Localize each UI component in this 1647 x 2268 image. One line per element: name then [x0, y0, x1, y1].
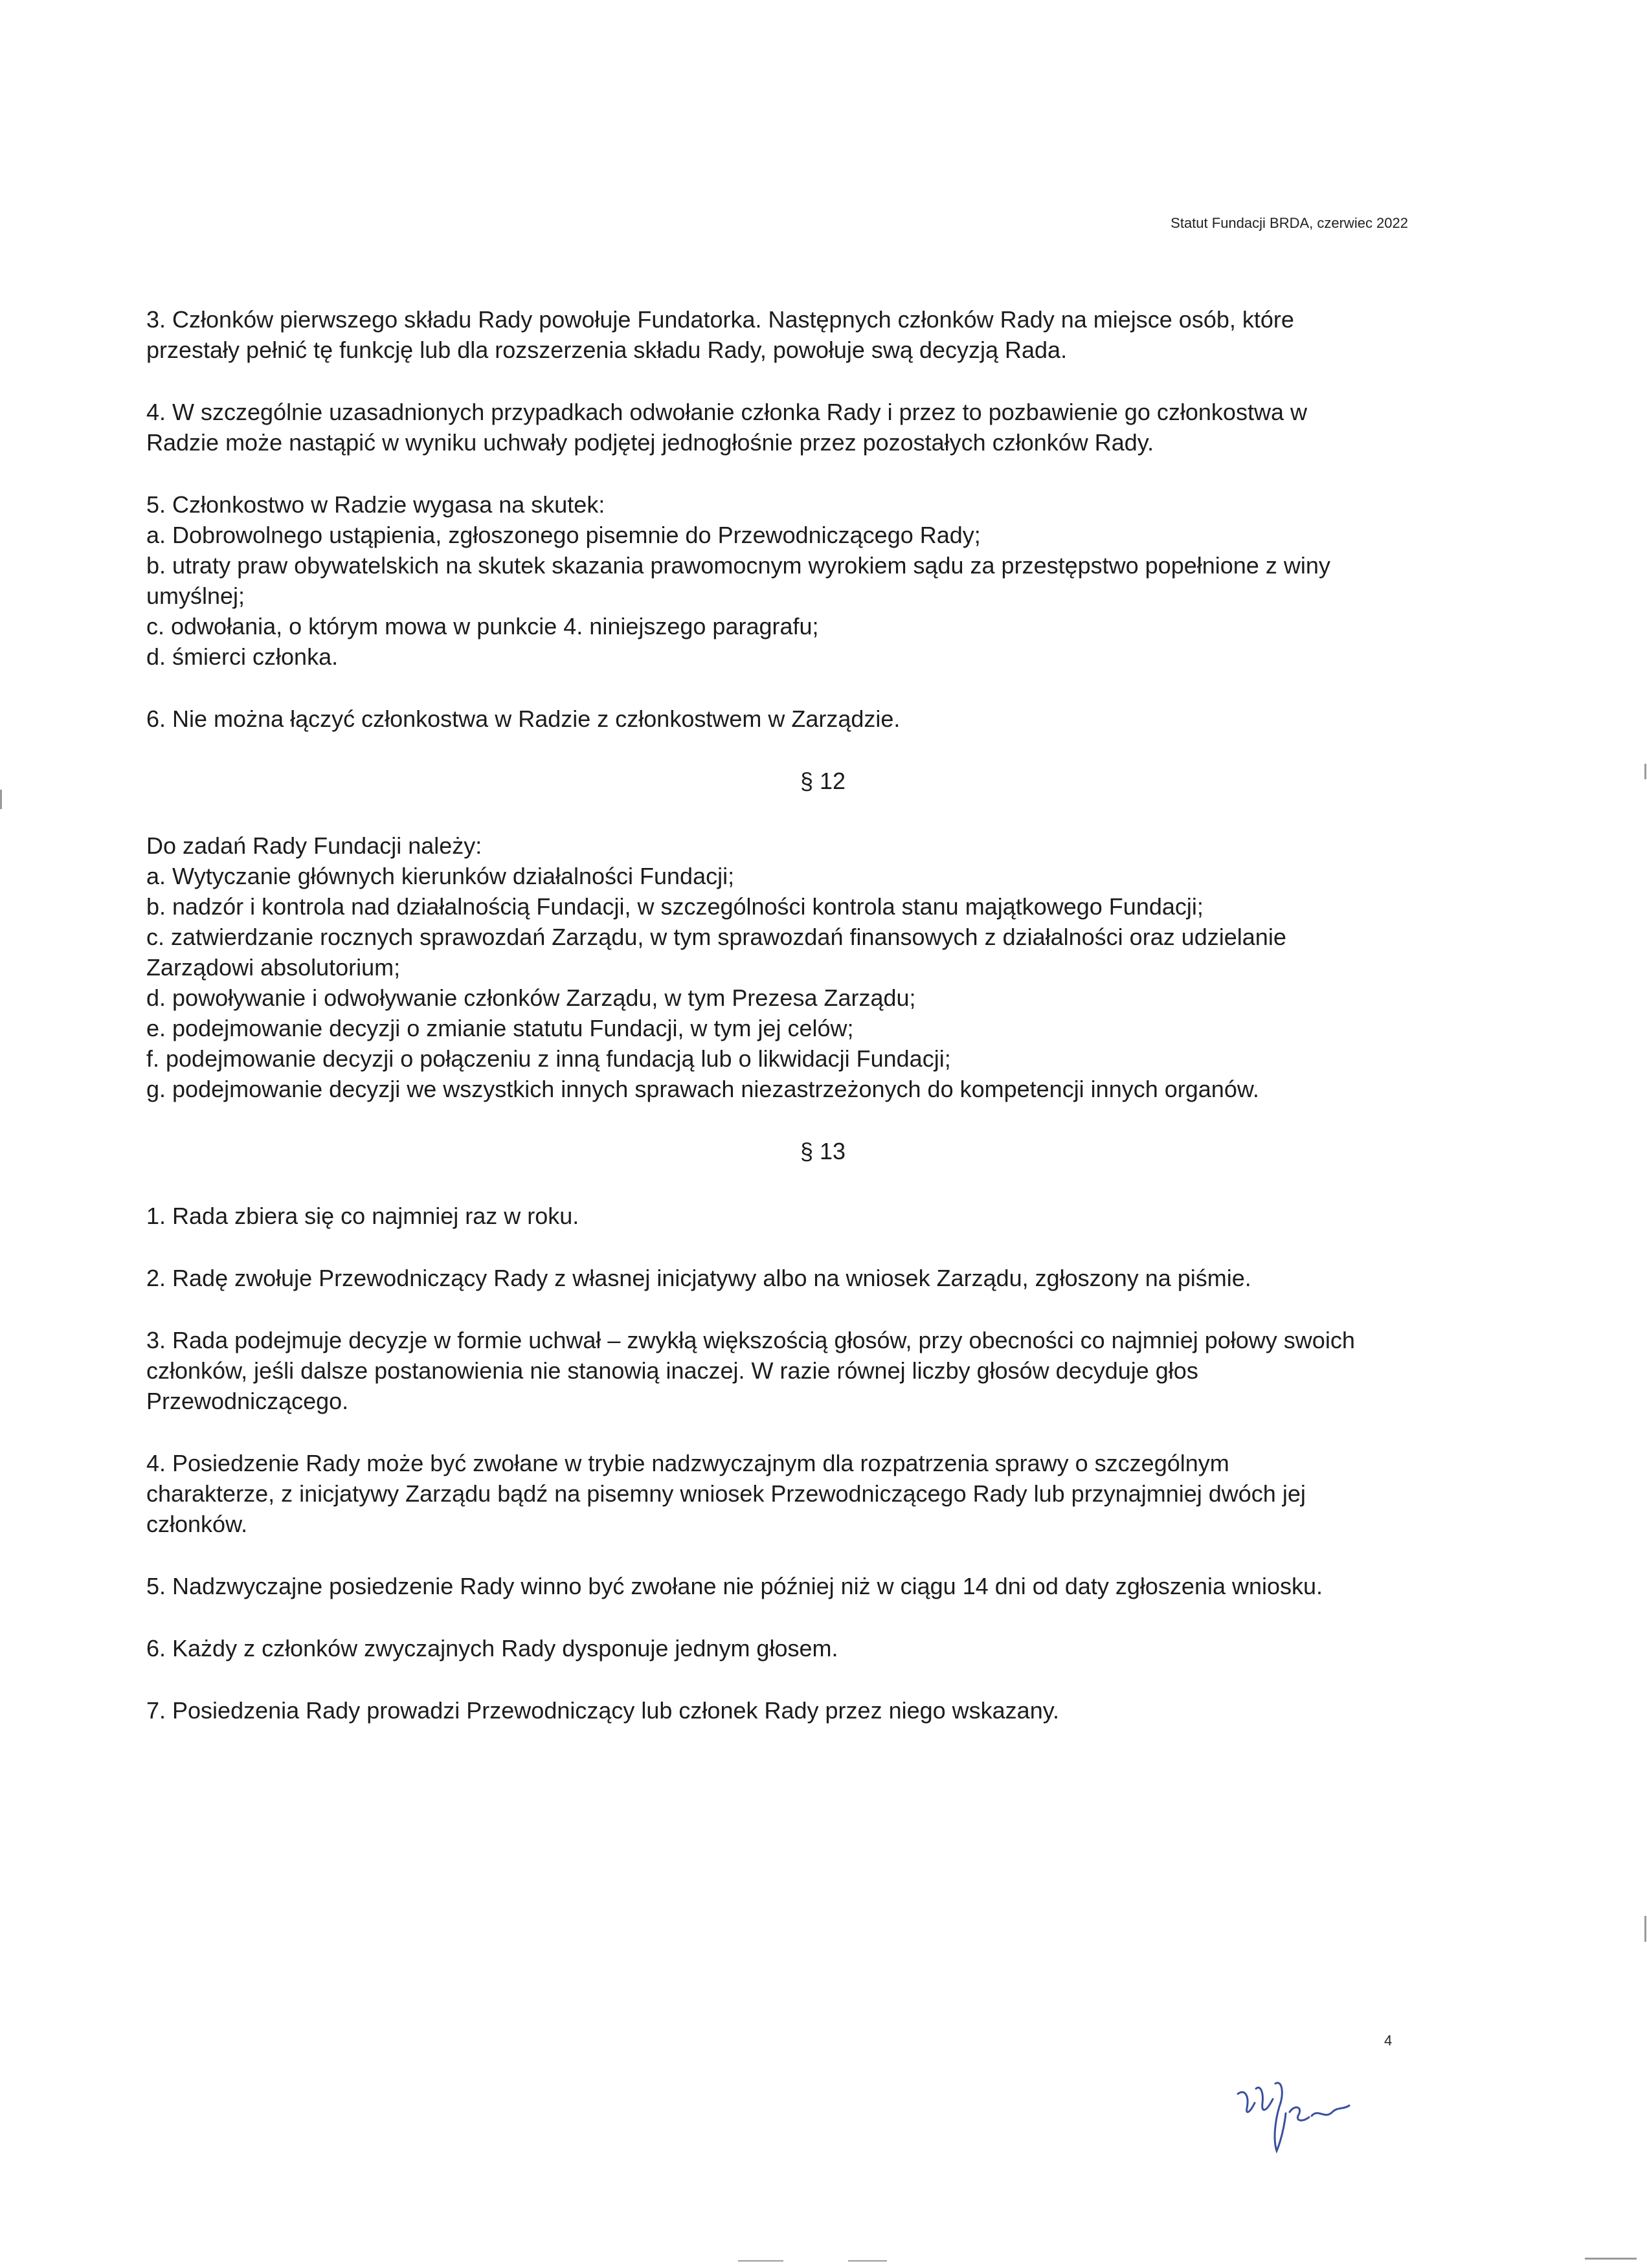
document-body	[146, 304, 1480, 1757]
text-line: Do zadań Rady Fundacji należy:	[146, 832, 482, 859]
text-line: 5. Nadzwyczajne posiedzenie Rady winno być zwołane nie później niż w ciągu 14 dni od daty zgłoszenia wniosku.	[146, 1573, 1323, 1599]
section-heading-13: § 13	[800, 1138, 846, 1164]
text-line: 7. Posiedzenia Rady prowadzi Przewodniczący lub członek Rady przez niego wskazany.	[146, 1697, 1060, 1724]
scan-edge-mark	[738, 2260, 783, 2262]
text-line: 4. W szczególnie uzasadnionych przypadkach odwołanie członka Rady i przez to pozbawienie go członkostwa w	[146, 399, 1307, 425]
scan-edge-mark	[1644, 764, 1646, 779]
list-item: a. Dobrowolnego ustąpienia, zgłoszonego pisemnie do Przewodniczącego Rady;	[146, 522, 981, 548]
paragraph-13-2	[146, 1263, 1480, 1293]
list-item: d. powoływanie i odwoływanie członków Zarządu, w tym Prezesa Zarządu;	[146, 984, 916, 1011]
text-line: 5. Członkostwo w Radzie wygasa na skutek:	[146, 491, 605, 518]
text-line: 1. Rada zbiera się co najmniej raz w roku.	[146, 1203, 579, 1229]
text-line: 3. Rada podejmuje decyzje w formie uchwał – zwykłą większością głosów, przy obecności co najmniej połowy swoich	[146, 1327, 1355, 1353]
list-item: a. Wytyczanie głównych kierunków działalności Fundacji;	[146, 863, 735, 889]
text-line: 6. Nie można łączyć członkostwa w Radzie z członkostwem w Zarządzie.	[146, 706, 901, 732]
paragraph-13-5	[146, 1571, 1480, 1601]
paragraph-13-7	[146, 1695, 1480, 1726]
paragraph-13-6	[146, 1633, 1480, 1663]
paragraph-11-3	[146, 304, 1480, 365]
text-line: przestały pełnić tę funkcję lub dla rozszerzenia składu Rady, powołuje swą decyzją Rada.	[146, 337, 1068, 363]
text-line: członków.	[146, 1511, 248, 1537]
scan-edge-mark	[0, 790, 2, 809]
paragraph-11-5	[146, 489, 1480, 672]
paragraph-13-3	[146, 1325, 1480, 1416]
list-item: c. zatwierdzanie rocznych sprawozdań Zarządu, w tym sprawozdań finansowych z działalności oraz udzielanie	[146, 924, 1286, 950]
list-item: d. śmierci członka.	[146, 643, 339, 670]
text-line: 2. Radę zwołuje Przewodniczący Rady z własnej inicjatywy albo na wniosek Zarządu, zgłoszony na piśmie.	[146, 1265, 1251, 1291]
list-item: f. podejmowanie decyzji o połączeniu z inną fundacją lub o likwidacji Fundacji;	[146, 1045, 951, 1072]
text-line: charakterze, z inicjatywy Zarządu bądź na pisemny wniosek Przewodniczącego Rady lub przynajmniej dwóch jej	[146, 1480, 1306, 1507]
scan-edge-mark	[848, 2260, 887, 2262]
paragraph-13-1	[146, 1201, 1480, 1231]
list-item: b. nadzór i kontrola nad działalnością Fundacji, w szczególności kontrola stanu majątkowego Fundacji;	[146, 893, 1204, 920]
section-12-body	[146, 830, 1480, 1104]
text-line: Przewodniczącego.	[146, 1388, 349, 1414]
paragraph-11-4	[146, 397, 1480, 458]
text-line: Radzie może nastąpić w wyniku uchwały podjętej jednogłośnie przez pozostałych członków Rady.	[146, 429, 1154, 456]
page-number: 4	[1384, 2032, 1393, 2049]
list-item: e. podejmowanie decyzji o zmianie statutu Fundacji, w tym jej celów;	[146, 1015, 854, 1041]
handwritten-initials-signature	[1230, 2074, 1385, 2172]
text-line: Zarządowi absolutorium;	[146, 954, 401, 981]
text-line: 6. Każdy z członków zwyczajnych Rady dysponuje jednym głosem.	[146, 1635, 838, 1662]
list-item: b. utraty praw obywatelskich na skutek skazania prawomocnym wyrokiem sądu za przestępstwo popełnione z winy	[146, 552, 1330, 579]
section-heading-12: § 12	[800, 768, 846, 794]
text-line: 4. Posiedzenie Rady może być zwołane w trybie nadzwyczajnym dla rozpatrzenia sprawy o szczególnym	[146, 1450, 1229, 1476]
text-line: umyślnej;	[146, 583, 245, 609]
text-line: 3. Członków pierwszego składu Rady powołuje Fundatorka. Następnych członków Rady na miejsce osób, które	[146, 306, 1294, 333]
paragraph-13-4	[146, 1448, 1480, 1539]
scan-edge-mark	[1644, 1916, 1646, 1942]
paragraph-11-6	[146, 704, 1480, 734]
document-header: Statut Fundacji BRDA, czerwiec 2022	[1171, 215, 1408, 231]
text-line: członków, jeśli dalsze postanowienia nie stanowią inaczej. W razie równej liczby głosów decyduje głos	[146, 1357, 1198, 1384]
scan-edge-mark	[1585, 2258, 1637, 2260]
list-item: g. podejmowanie decyzji we wszystkich innych sprawach niezastrzeżonych do kompetencji innych organów.	[146, 1076, 1259, 1102]
list-item: c. odwołania, o którym mowa w punkcie 4. niniejszego paragrafu;	[146, 613, 819, 639]
